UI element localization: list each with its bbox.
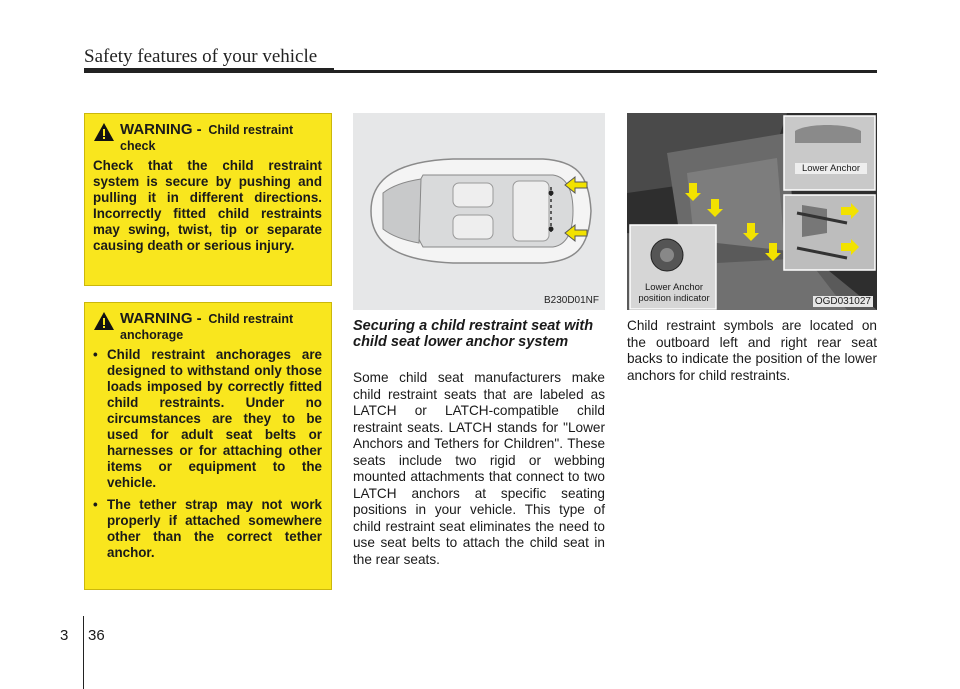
figure-car-top-view — [353, 113, 605, 310]
right-column-body: Child restraint symbols are located on the outboard left and right rear seat backs to indicate the position of the lower anchors for child restraints. — [627, 318, 877, 383]
warning-body: Check that the child restraint system is secure by pushing and pulling it in different directions. Incorrectly fitted child restraints may swing, twist, tip or separate causing death or serious injury. — [93, 158, 322, 253]
warning-word: WARNING - — [120, 310, 202, 327]
warning-header — [93, 311, 322, 343]
page-number: 36 — [88, 627, 105, 644]
section-body: Some child seat manufacturers make child restraint seats that are labeled as LATCH or LATCH-compatible child restraint seats. LATCH stands for "Lower Anchors and Tethers for Children". These seats include two rigid or webbing mounted attachments that connect to two LATCH anchors at specific seating positions in your vehicle. This type of child restraint seat eliminates the need to use seat belts to attach the child seat in the rear seats. — [353, 370, 605, 567]
lower-anchor-indicator-label: Lower Anchor position indicator — [638, 282, 710, 304]
warning-box-restraint-anchorage — [84, 302, 332, 590]
header-rule — [84, 70, 877, 73]
warning-box-restraint-check — [84, 113, 332, 286]
warning-word: WARNING - — [120, 121, 202, 138]
page-header-title: Safety features of your vehicle — [84, 46, 318, 67]
rear-seat-illustration — [627, 113, 877, 310]
lower-anchor-label: Lower Anchor — [795, 163, 867, 174]
figure-code: B230D01NF — [543, 295, 599, 306]
warning-triangle-icon — [93, 311, 115, 331]
page-number-divider — [83, 616, 84, 689]
warning-list-item: • The tether strap may not work properly if attached somewhere other than the correct tether anchor. — [93, 497, 322, 560]
warning-triangle-icon — [93, 122, 115, 142]
figure-code: OGD031027 — [814, 296, 871, 307]
warning-list-item: • Child restraint anchorages are designed to withstand only those loads imposed by correctly fitted child restraints. Under no circumstances are they to be used for adult seat belts or harnesses or for attaching other items or equipment to the vehicle. — [93, 347, 322, 490]
warning-subject: Child restraint check — [120, 123, 294, 153]
chapter-number: 3 — [60, 627, 69, 644]
warning-subject: Child restraint anchorage — [120, 312, 294, 342]
section-heading: Securing a child restraint seat with child seat lower anchor system — [353, 318, 594, 350]
warning-list — [93, 347, 322, 561]
warning-header — [93, 122, 322, 154]
figure-rear-seat-anchors — [627, 113, 877, 310]
car-top-view-illustration — [353, 113, 605, 310]
